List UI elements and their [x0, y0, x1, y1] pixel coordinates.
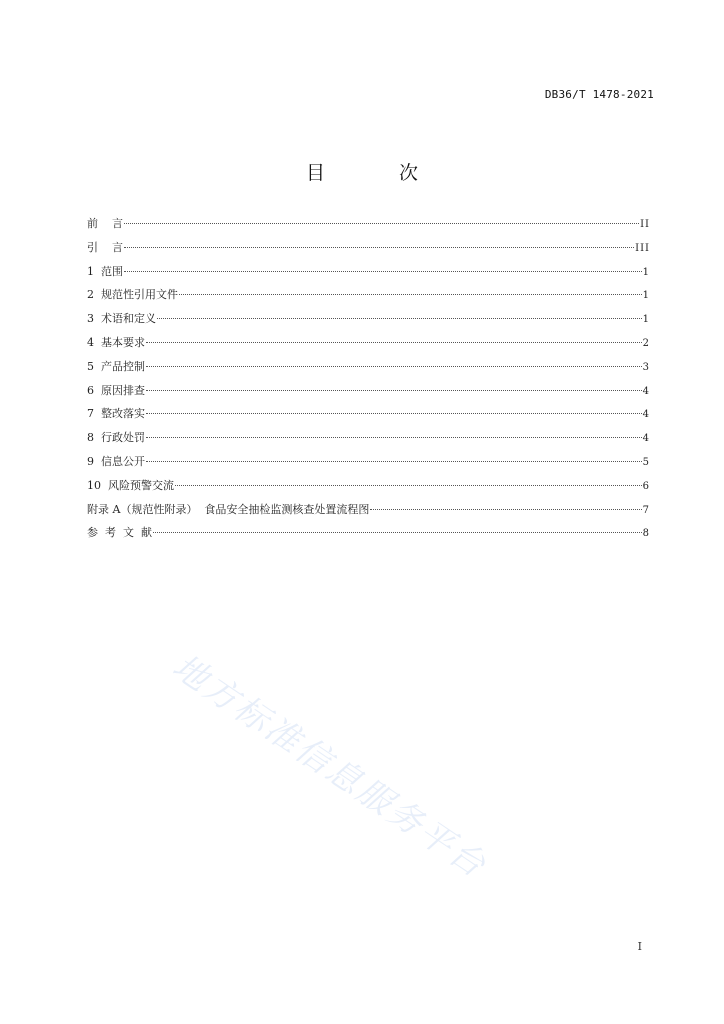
- document-code: DB36/T 1478-2021: [544, 88, 654, 101]
- toc-dot-leader: [146, 413, 642, 414]
- toc-entry-label: 附录 A（规范性附录） 食品安全抽检监测核查处置流程图: [87, 502, 370, 516]
- toc-dot-leader: [157, 318, 642, 319]
- toc-entry-label: 前 言: [87, 217, 123, 230]
- toc-entry-label: 4 基本要求: [87, 335, 145, 349]
- toc-entry-information-disclosure[interactable]: [87, 455, 650, 479]
- toc-entry-page: 1: [642, 266, 650, 278]
- toc-entry-label: 参 考 文 献: [87, 526, 152, 540]
- toc-entry-product-control[interactable]: [87, 360, 650, 384]
- toc-entry-page: 3: [642, 361, 650, 373]
- toc-entry-foreword[interactable]: [87, 217, 650, 241]
- toc-entry-page: 1: [642, 290, 650, 302]
- toc-entry-page: III: [635, 242, 650, 254]
- toc-dot-leader: [179, 294, 642, 295]
- toc-dot-leader: [175, 485, 642, 486]
- toc-entry-label: 7 整改落实: [87, 407, 145, 421]
- toc-entry-label: 1 范围: [87, 264, 123, 278]
- toc-entry-rectification[interactable]: [87, 407, 650, 431]
- toc-entry-label: 5 产品控制: [87, 359, 145, 373]
- toc-entry-page: 4: [642, 409, 650, 421]
- page-number: I: [637, 940, 642, 953]
- toc-entry-scope[interactable]: [87, 265, 650, 289]
- toc-entry-label: 2 规范性引用文件: [87, 288, 178, 302]
- watermark: 地方标准信息服务平台: [165, 646, 495, 887]
- toc-entry-page: 6: [642, 480, 650, 492]
- toc-entry-normative-references[interactable]: [87, 288, 650, 312]
- toc-dot-leader: [146, 342, 642, 343]
- toc-entry-page: 5: [642, 456, 650, 468]
- toc-entry-page: 4: [642, 433, 650, 445]
- toc-entry-page: 7: [642, 504, 650, 516]
- toc-entry-label: 8 行政处罚: [87, 431, 145, 445]
- toc-entry-basic-requirements[interactable]: [87, 336, 650, 360]
- toc-dot-leader: [370, 509, 641, 510]
- toc-dot-leader: [153, 532, 642, 533]
- table-of-contents: [87, 217, 650, 550]
- toc-entry-page: 4: [642, 385, 650, 397]
- toc-dot-leader: [124, 223, 639, 224]
- toc-entry-page: 2: [642, 337, 650, 349]
- toc-dot-leader: [146, 366, 642, 367]
- toc-dot-leader: [124, 271, 642, 272]
- toc-entry-cause-investigation[interactable]: [87, 384, 650, 408]
- toc-entry-administrative-penalty[interactable]: [87, 431, 650, 455]
- toc-entry-page: II: [640, 219, 650, 230]
- toc-entry-label: 引 言: [87, 240, 123, 254]
- toc-entry-label: 6 原因排查: [87, 383, 145, 397]
- toc-dot-leader: [146, 461, 642, 462]
- toc-entry-page: 8: [642, 528, 650, 540]
- toc-entry-label: 3 术语和定义: [87, 312, 156, 326]
- toc-title: 目 次: [305, 162, 453, 184]
- toc-dot-leader: [146, 390, 642, 391]
- toc-entry-label: 10 风险预警交流: [87, 478, 174, 492]
- toc-entry-terms-definitions[interactable]: [87, 312, 650, 336]
- toc-entry-introduction[interactable]: [87, 241, 650, 265]
- toc-dot-leader: [146, 437, 642, 438]
- toc-entry-risk-warning[interactable]: [87, 479, 650, 503]
- toc-entry-label: 9 信息公开: [87, 454, 145, 468]
- toc-dot-leader: [124, 247, 634, 248]
- toc-entry-page: 1: [642, 314, 650, 326]
- toc-entry-bibliography[interactable]: [87, 526, 650, 550]
- toc-entry-appendix-a[interactable]: [87, 503, 650, 527]
